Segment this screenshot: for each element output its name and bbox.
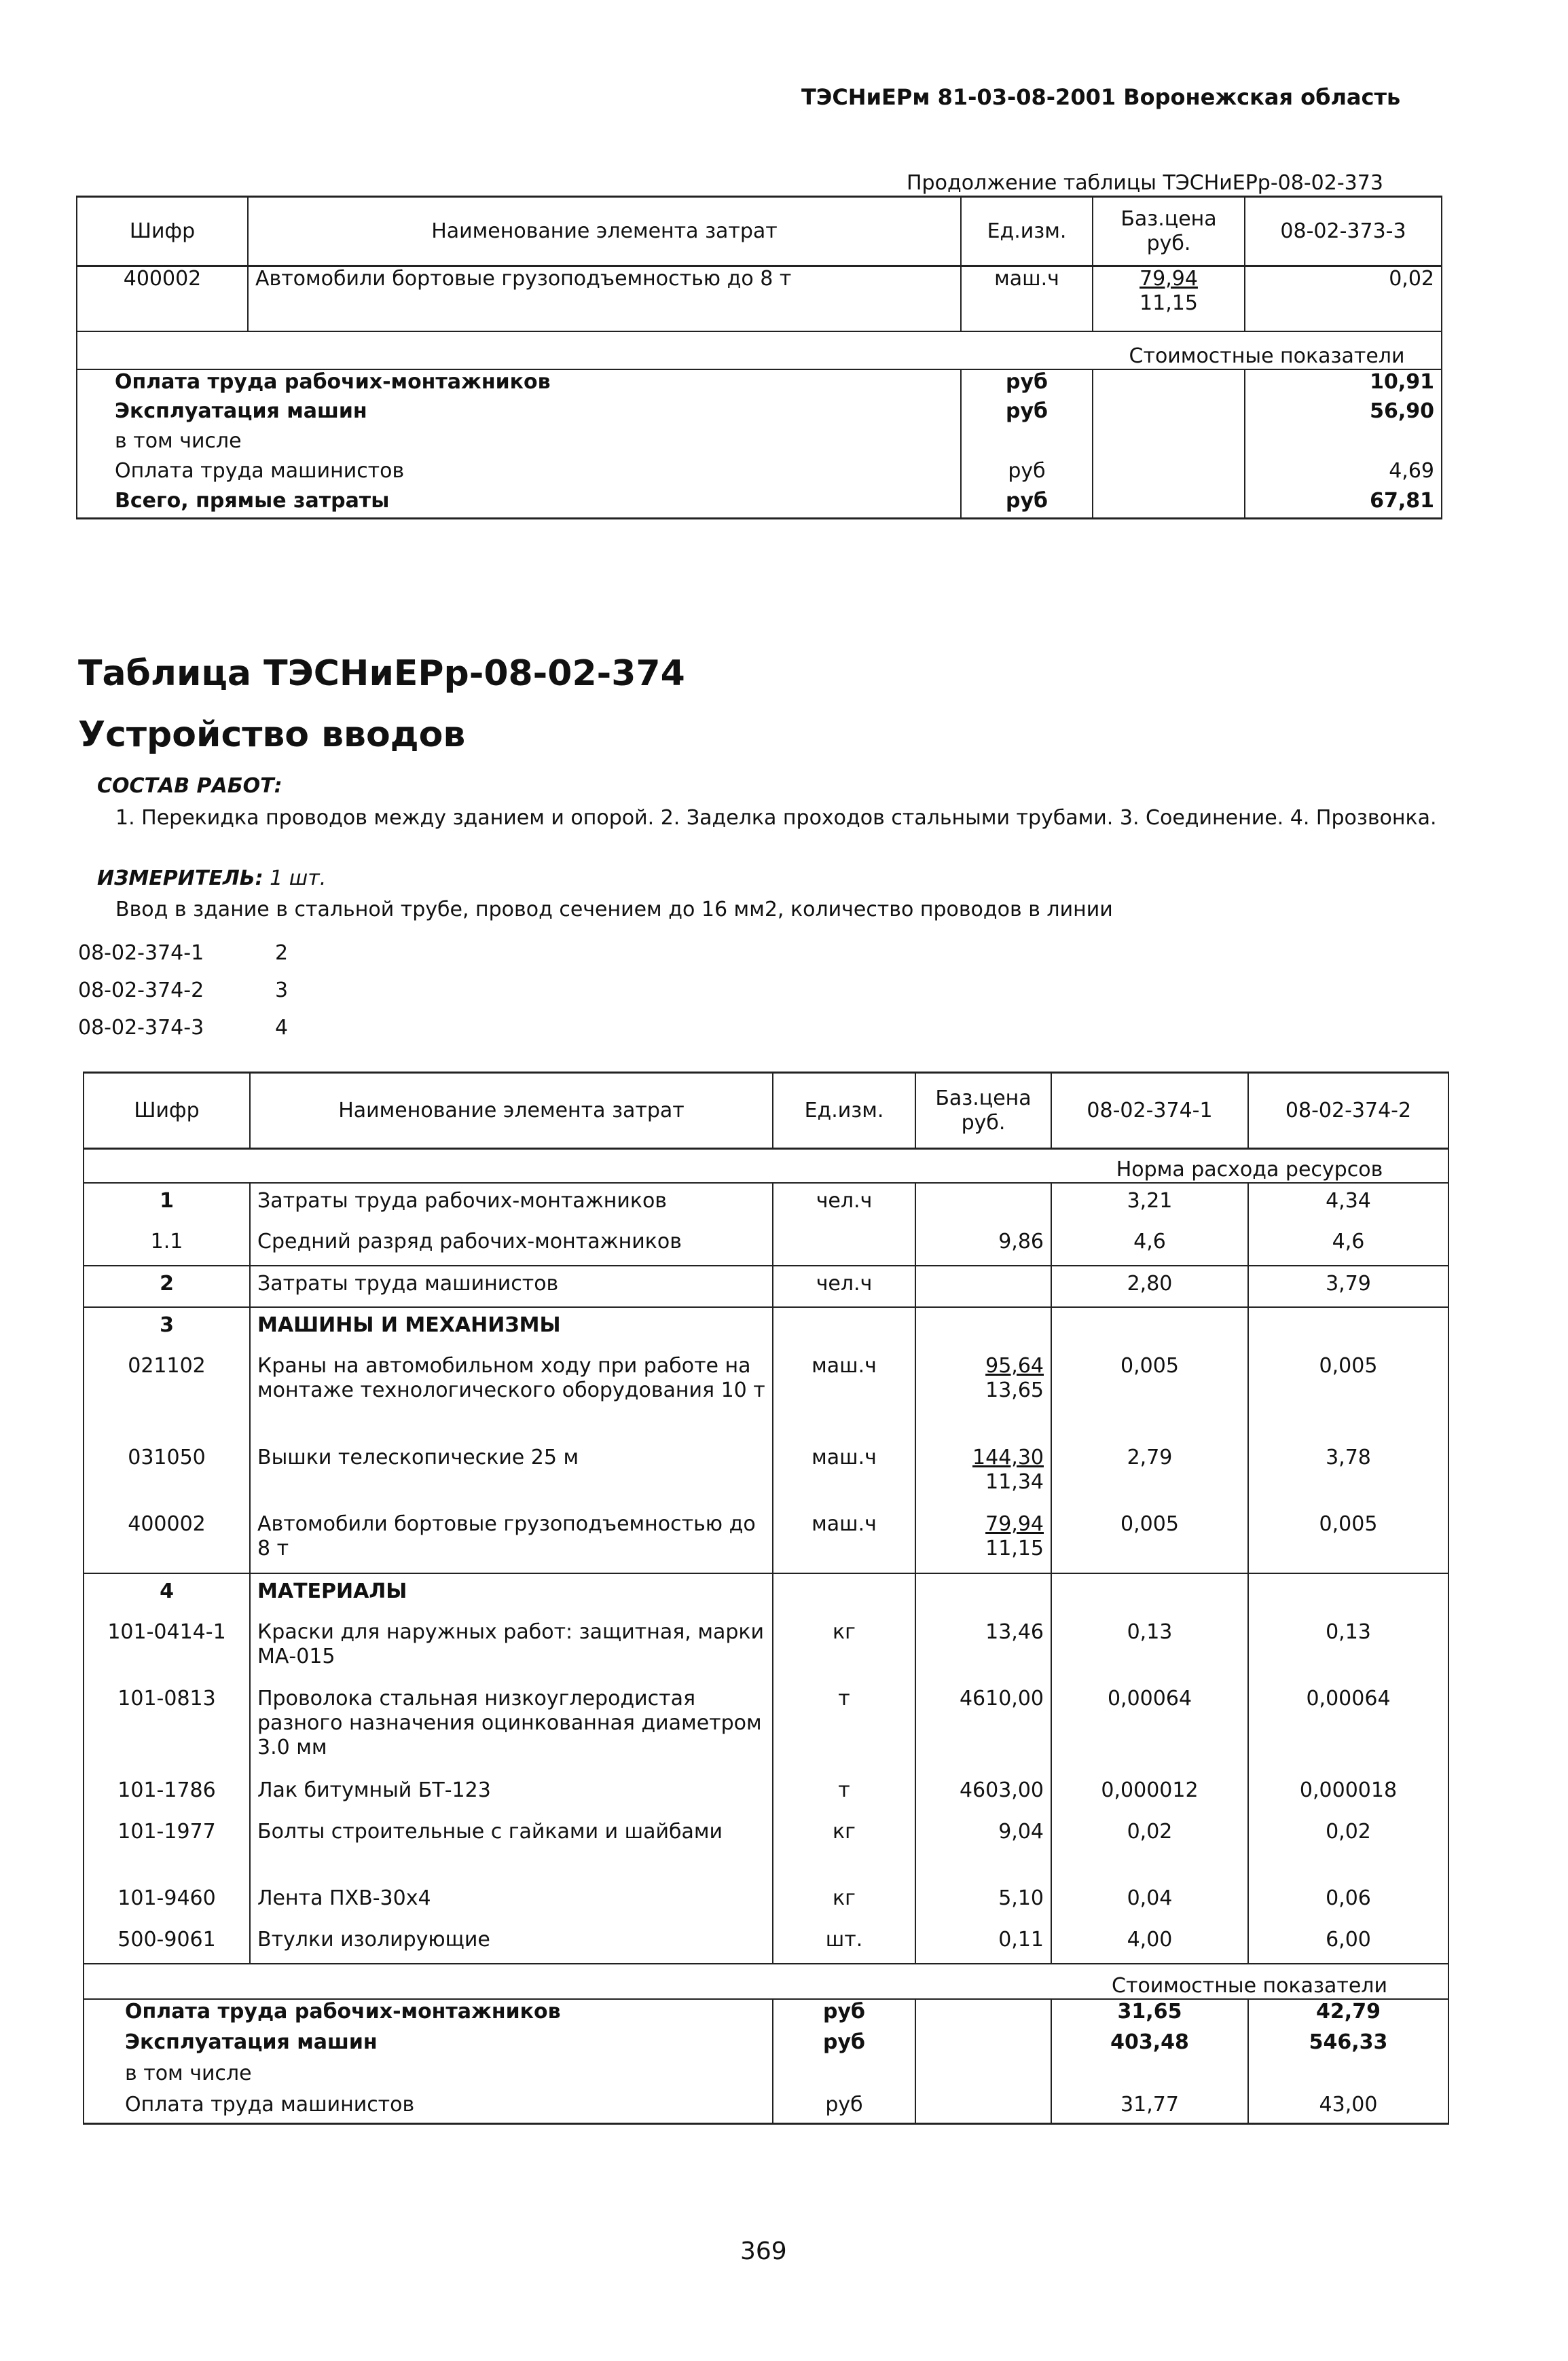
table-row — [84, 1881, 1448, 1922]
row-name: МАШИНЫ И МЕХАНИЗМЫ — [250, 1307, 773, 1349]
col-header-variant-1: 08-02-374-1 — [1051, 1073, 1248, 1149]
total-name: Эксплуатация машин — [84, 2030, 773, 2062]
price-bottom: 13,65 — [985, 1378, 1044, 1402]
section-label-row — [77, 331, 1442, 369]
col-header-code: Шифр — [77, 197, 248, 266]
row-unit: шт. — [773, 1922, 915, 1964]
row-value-1: 0,000012 — [1051, 1773, 1248, 1814]
variant-value: 4 — [275, 1016, 289, 1040]
row-unit: кг — [773, 1615, 915, 1681]
row-price — [915, 1224, 1051, 1266]
total-name: Эксплуатация машин — [77, 399, 961, 429]
row-code: 101-9460 — [84, 1881, 250, 1922]
row-code: 101-1977 — [84, 1814, 250, 1881]
row-code: 3 — [84, 1307, 250, 1349]
main-table — [83, 1072, 1449, 2125]
variant-item — [78, 972, 288, 1009]
price-top: 0,11 — [998, 1927, 1044, 1952]
row-value-1: 0,005 — [1051, 1507, 1248, 1573]
row-name: Средний разряд рабочих-монтажников — [250, 1224, 773, 1266]
row-unit: чел.ч — [773, 1266, 915, 1307]
row-price — [915, 1814, 1051, 1881]
row-name: Вышки телескопические 25 м — [250, 1440, 773, 1507]
row-price — [915, 1615, 1051, 1681]
col-header-variant-2: 08-02-374-2 — [1248, 1073, 1448, 1149]
total-row — [77, 399, 1442, 429]
row-name: МАТЕРИАЛЫ — [250, 1573, 773, 1615]
row-price — [915, 1922, 1051, 1964]
row-price — [915, 1681, 1051, 1773]
row-price — [915, 1440, 1051, 1507]
blank-cell — [84, 1964, 1051, 1999]
total-blank — [1093, 489, 1245, 519]
table-row — [84, 1773, 1448, 1814]
total-unit: руб — [961, 399, 1093, 429]
price-bottom: 11,34 — [985, 1469, 1044, 1494]
price-bottom: 11,15 — [1139, 291, 1198, 315]
cost-label: Стоимостные показатели — [1051, 1964, 1448, 1999]
price-top: 5,10 — [998, 1886, 1044, 1910]
table-row — [84, 1224, 1448, 1266]
price-top: 13,46 — [985, 1619, 1044, 1644]
row-code: 400002 — [84, 1507, 250, 1573]
table-row — [84, 1349, 1448, 1440]
table-row — [84, 1307, 1448, 1349]
row-unit: кг — [773, 1881, 915, 1922]
row-unit: т — [773, 1773, 915, 1814]
cost-label-row — [84, 1964, 1448, 1999]
row-price — [915, 1573, 1051, 1615]
row-value-1: 0,005 — [1051, 1349, 1248, 1440]
row-value-2: 0,005 — [1248, 1349, 1448, 1440]
total-name: Оплата труда машинистов — [84, 2093, 773, 2124]
total-value-1: 10,91 — [1245, 369, 1442, 399]
row-price — [915, 1881, 1051, 1922]
row-value-1: 2,80 — [1051, 1266, 1248, 1307]
row-code: 500-9061 — [84, 1922, 250, 1964]
row-code: 1 — [84, 1183, 250, 1224]
izmeritel-label: ИЗМЕРИТЕЛЬ: — [97, 866, 263, 890]
total-name: в том числе — [77, 429, 961, 459]
norm-label: Норма расхода ресурсов — [1051, 1149, 1448, 1183]
row-price — [915, 1266, 1051, 1307]
total-row — [84, 1999, 1448, 2030]
row-name: Автомобили бортовые грузоподъемностью до 8 т — [248, 266, 961, 331]
total-value-1 — [1051, 2062, 1248, 2093]
variant-value: 3 — [275, 978, 289, 1002]
row-code: 2 — [84, 1266, 250, 1307]
total-blank — [915, 1999, 1051, 2030]
row-unit: чел.ч — [773, 1183, 915, 1224]
total-unit: руб — [961, 459, 1093, 489]
row-unit: маш.ч — [773, 1440, 915, 1507]
total-unit: руб — [773, 1999, 915, 2030]
section-label: Стоимостные показатели — [1093, 331, 1442, 369]
row-value-2: 4,34 — [1248, 1183, 1448, 1224]
row-value-1: 0,04 — [1051, 1881, 1248, 1922]
izmeritel — [97, 866, 326, 890]
total-row — [77, 489, 1442, 519]
row-code: 021102 — [84, 1349, 250, 1440]
row-value-2: 6,00 — [1248, 1922, 1448, 1964]
total-row — [84, 2093, 1448, 2124]
total-blank — [1093, 369, 1245, 399]
total-value-1: 56,90 — [1245, 399, 1442, 429]
price-top: 9,04 — [998, 1819, 1044, 1844]
col-header-name: Наименование элемента затрат — [250, 1073, 773, 1149]
total-blank — [1093, 399, 1245, 429]
row-name: Лента ПХВ-30х4 — [250, 1881, 773, 1922]
continuation-caption: Продолжение таблицы ТЭСНиЕРр-08-02-373 — [907, 171, 1383, 195]
row-value-1: 0,00064 — [1051, 1681, 1248, 1773]
prev-table — [76, 196, 1442, 519]
row-code: 031050 — [84, 1440, 250, 1507]
row-name: Краски для наружных работ: защитная, марки МА-015 — [250, 1615, 773, 1681]
row-unit — [773, 1573, 915, 1615]
row-name: Лак битумный БТ-123 — [250, 1773, 773, 1814]
price-top: 4610,00 — [959, 1686, 1044, 1710]
row-code: 101-0414-1 — [84, 1615, 250, 1681]
row-value-2: 3,79 — [1248, 1266, 1448, 1307]
col-header-unit: Ед.изм. — [773, 1073, 915, 1149]
row-price — [915, 1183, 1051, 1224]
total-blank — [1093, 459, 1245, 489]
total-unit: руб — [773, 2093, 915, 2124]
total-value-1: 4,69 — [1245, 459, 1442, 489]
table-title: Таблица ТЭСНиЕРр-08-02-374 — [78, 653, 685, 694]
price-top: 144,30 — [972, 1445, 1044, 1469]
row-value-2 — [1248, 1573, 1448, 1615]
row-price — [915, 1773, 1051, 1814]
row-price — [1093, 266, 1245, 331]
table-row — [84, 1615, 1448, 1681]
table-row — [84, 1440, 1448, 1507]
row-value-1: 0,02 — [1051, 1814, 1248, 1881]
total-unit: руб — [773, 2030, 915, 2062]
row-value-2 — [1248, 1307, 1448, 1349]
table-row — [84, 1266, 1448, 1307]
row-value-2: 0,02 — [1248, 1814, 1448, 1881]
total-value-2: 546,33 — [1248, 2030, 1448, 2062]
row-code: 1.1 — [84, 1224, 250, 1266]
vvod-description: Ввод в здание в стальной трубе, провод сечением до 16 мм2, количество проводов в линии — [115, 898, 1113, 921]
row-price — [915, 1307, 1051, 1349]
total-row — [84, 2030, 1448, 2062]
col-header-price: Баз.цена руб. — [915, 1073, 1051, 1149]
row-code: 101-1786 — [84, 1773, 250, 1814]
price-top: 9,86 — [998, 1229, 1044, 1253]
price-bottom: 11,15 — [985, 1536, 1044, 1560]
total-row — [84, 2062, 1448, 2093]
table-row — [77, 266, 1442, 331]
row-name: Автомобили бортовые грузоподъемностью до 8 т — [250, 1507, 773, 1573]
total-unit — [773, 2062, 915, 2093]
total-name: в том числе — [84, 2062, 773, 2093]
col-header-price: Баз.цена руб. — [1093, 197, 1245, 266]
row-unit: маш.ч — [773, 1349, 915, 1440]
document-header: ТЭСНиЕРм 81-03-08-2001 Воронежская область — [801, 84, 1401, 110]
row-unit — [773, 1224, 915, 1266]
izmeritel-value: 1 шт. — [270, 866, 327, 890]
total-row — [77, 429, 1442, 459]
row-value-2: 0,005 — [1248, 1507, 1448, 1573]
variants-list — [78, 934, 288, 1046]
row-value-1: 4,00 — [1051, 1922, 1248, 1964]
total-value-2: 42,79 — [1248, 1999, 1448, 2030]
row-price — [915, 1507, 1051, 1573]
row-code: 4 — [84, 1573, 250, 1615]
variant-code: 08-02-374-1 — [78, 941, 204, 965]
row-value-2: 4,6 — [1248, 1224, 1448, 1266]
total-value-1: 67,81 — [1245, 489, 1442, 519]
blank-cell — [84, 1149, 1051, 1183]
row-price — [915, 1349, 1051, 1440]
variant-item — [78, 1009, 288, 1046]
sostav-label: СОСТАВ РАБОТ: — [97, 774, 282, 798]
row-value-2: 0,06 — [1248, 1881, 1448, 1922]
total-blank — [1093, 429, 1245, 459]
row-name: Проволока стальная низкоуглеродистая разного назначения оцинкованная диаметром 3.0 мм — [250, 1681, 773, 1773]
total-value-1 — [1245, 429, 1442, 459]
page-number: 369 — [740, 2237, 787, 2265]
total-unit: руб — [961, 369, 1093, 399]
row-name: Затраты труда машинистов — [250, 1266, 773, 1307]
table-row — [84, 1922, 1448, 1964]
col-header-name: Наименование элемента затрат — [248, 197, 961, 266]
total-row — [77, 369, 1442, 399]
total-name: Оплата труда рабочих-монтажников — [84, 1999, 773, 2030]
row-name: Краны на автомобильном ходу при работе на монтаже технологического оборудования 10 т — [250, 1349, 773, 1440]
variant-item — [78, 934, 288, 972]
row-unit: кг — [773, 1814, 915, 1881]
row-unit: маш.ч — [961, 266, 1093, 331]
price-top: 79,94 — [985, 1512, 1044, 1536]
row-value-2: 3,78 — [1248, 1440, 1448, 1507]
total-name: Оплата труда машинистов — [77, 459, 961, 489]
total-value-2 — [1248, 2062, 1448, 2093]
table-row — [84, 1507, 1448, 1573]
row-value-1: 3,21 — [1051, 1183, 1248, 1224]
variant-code: 08-02-374-2 — [78, 978, 204, 1002]
variant-value: 2 — [275, 941, 289, 965]
row-code: 101-0813 — [84, 1681, 250, 1773]
blank-cell — [77, 331, 1093, 369]
row-value-1: 0,13 — [1051, 1615, 1248, 1681]
row-name: Затраты труда рабочих-монтажников — [250, 1183, 773, 1224]
table-row — [84, 1183, 1448, 1224]
row-value-1: 0,02 — [1245, 266, 1442, 331]
total-value-1: 31,77 — [1051, 2093, 1248, 2124]
total-unit: руб — [961, 489, 1093, 519]
price-top: 95,64 — [985, 1353, 1044, 1378]
col-header-unit: Ед.изм. — [961, 197, 1093, 266]
total-value-2: 43,00 — [1248, 2093, 1448, 2124]
total-blank — [915, 2093, 1051, 2124]
row-value-1 — [1051, 1307, 1248, 1349]
total-unit — [961, 429, 1093, 459]
row-unit: т — [773, 1681, 915, 1773]
row-value-1: 4,6 — [1051, 1224, 1248, 1266]
total-blank — [915, 2030, 1051, 2062]
table-row — [84, 1681, 1448, 1773]
table-subtitle: Устройство вводов — [78, 714, 466, 755]
variant-code: 08-02-374-3 — [78, 1016, 204, 1040]
table-row — [84, 1573, 1448, 1615]
total-value-1: 31,65 — [1051, 1999, 1248, 2030]
total-value-1: 403,48 — [1051, 2030, 1248, 2062]
total-name: Оплата труда рабочих-монтажников — [77, 369, 961, 399]
price-top: 79,94 — [1139, 267, 1198, 291]
total-name: Всего, прямые затраты — [77, 489, 961, 519]
row-value-2: 0,000018 — [1248, 1773, 1448, 1814]
row-value-2: 0,00064 — [1248, 1681, 1448, 1773]
col-header-variant: 08-02-373-3 — [1245, 197, 1442, 266]
works-description: 1. Перекидка проводов между зданием и опорой. 2. Заделка проходов стальными трубами. 3. Соединение. 4. Прозвонка. — [115, 806, 1437, 830]
row-unit: маш.ч — [773, 1507, 915, 1573]
norm-label-row — [84, 1149, 1448, 1183]
total-row — [77, 459, 1442, 489]
row-code: 400002 — [77, 266, 248, 331]
row-value-2: 0,13 — [1248, 1615, 1448, 1681]
total-blank — [915, 2062, 1051, 2093]
table-row — [84, 1814, 1448, 1881]
row-name: Болты строительные с гайками и шайбами — [250, 1814, 773, 1881]
row-value-1: 2,79 — [1051, 1440, 1248, 1507]
row-value-1 — [1051, 1573, 1248, 1615]
row-unit — [773, 1307, 915, 1349]
col-header-code: Шифр — [84, 1073, 250, 1149]
row-name: Втулки изолирующие — [250, 1922, 773, 1964]
price-top: 4603,00 — [959, 1778, 1044, 1802]
